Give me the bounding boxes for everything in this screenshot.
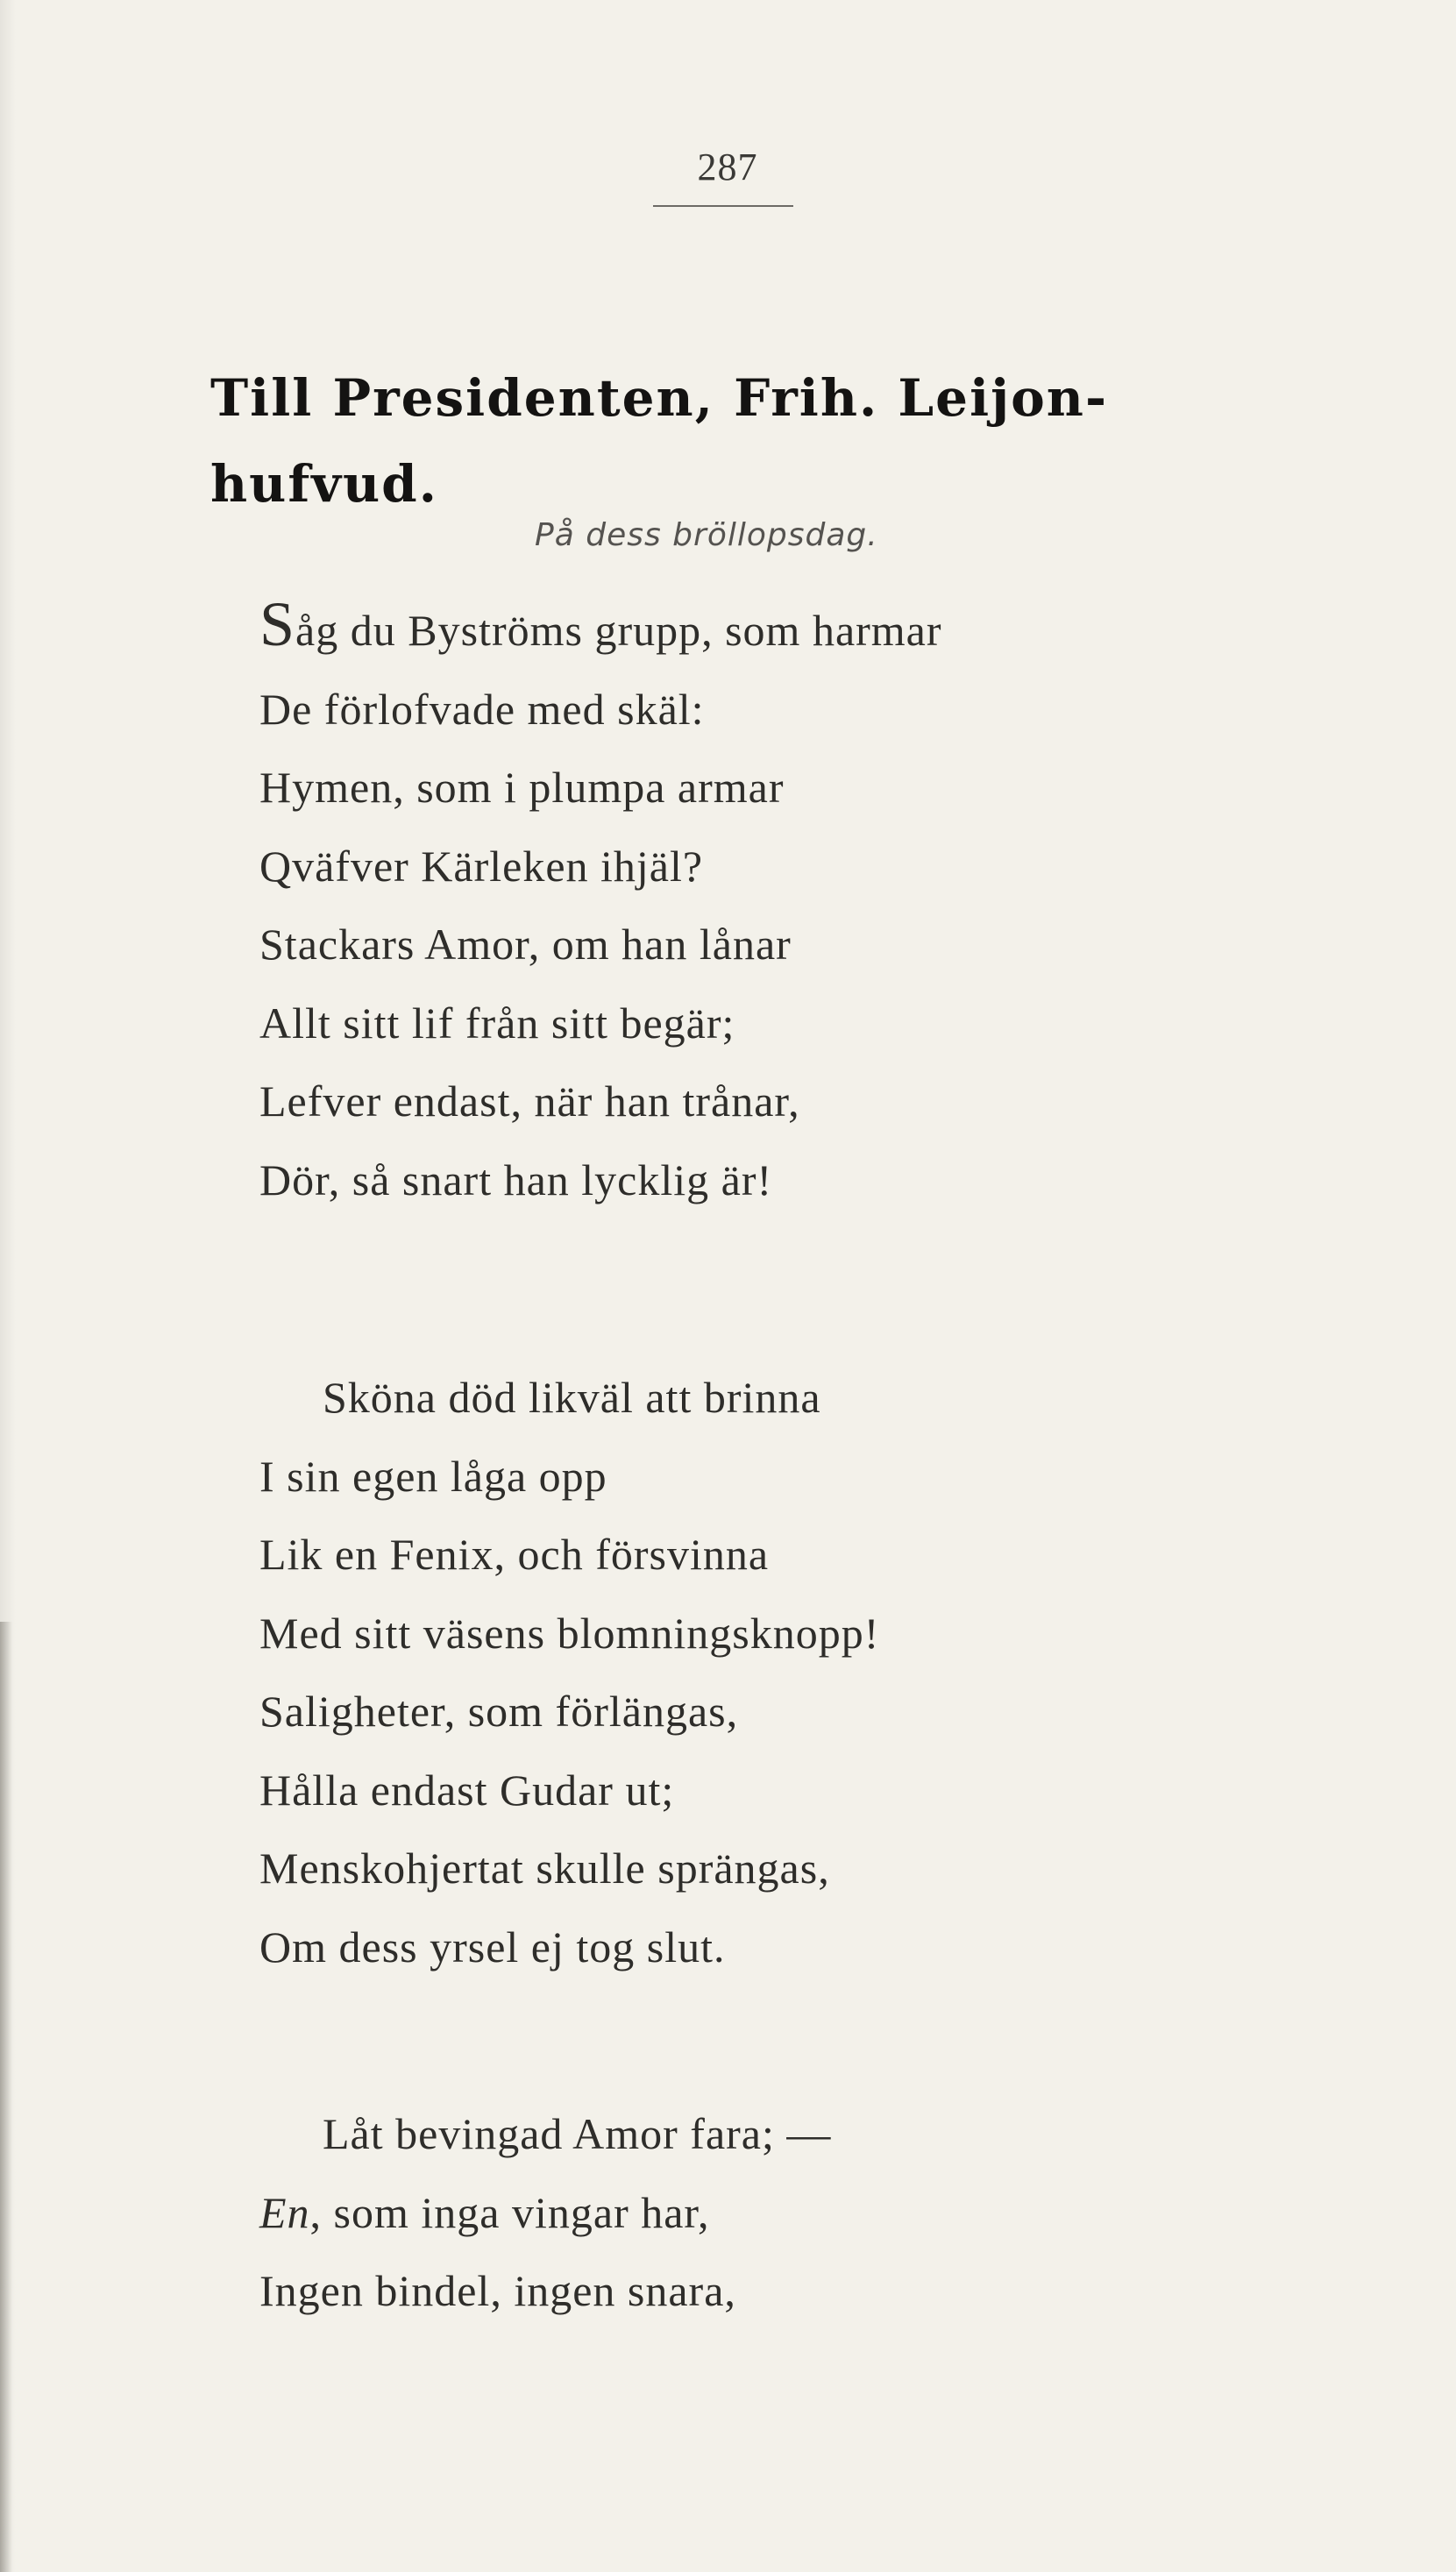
verse-line: I sin egen låga opp [259, 1451, 607, 1501]
poem-title-line-2: hufvud. [210, 454, 438, 514]
poem-title [210, 355, 1315, 527]
verse-line: Stackars Amor, om han lånar [259, 920, 792, 969]
verse-line: Hålla endast Gudar ut; [259, 1765, 675, 1815]
verse-line: Lik en Fenix, och försvinna [259, 1530, 770, 1579]
verse-line: De förlofvade med skäl: [259, 684, 705, 734]
verse-line: Dör, så snart han lycklig är! [259, 1155, 773, 1204]
poem-subtitle: På dess bröllopsdag. [535, 517, 878, 553]
verse-line: Hymen, som i plumpa armar [259, 763, 785, 812]
verse-line-text: , som inga vingar har, [309, 2187, 710, 2237]
verse-line: Qväfver Kärleken ihjäl? [259, 841, 704, 891]
stanza-3 [259, 2095, 831, 2331]
verse-line-text: åg du Byströms grupp, som harmar [295, 606, 942, 655]
page-number-rule [653, 205, 793, 207]
verse-line: Om dess yrsel ej tog slut. [259, 1922, 726, 1972]
page-number: 287 [697, 146, 758, 188]
verse-line: Sköna död likväl att brinna [323, 1373, 821, 1422]
stanza-1 [259, 589, 942, 1219]
page-spine-shadow [0, 1622, 12, 2572]
verse-line: Saligheter, som förlängas, [259, 1687, 739, 1736]
verse-line: Låt bevingad Amor fara; — [323, 2109, 832, 2158]
stanza-2 [259, 1359, 879, 1986]
poem-title-line-1: Till Presidenten, Frih. Leijon- [210, 368, 1109, 428]
verse-line: Lefver endast, när han trånar, [259, 1076, 800, 1126]
verse-line: Allt sitt lif från sitt begär; [259, 998, 735, 1048]
verse-italic-word: En [259, 2187, 310, 2237]
drop-cap-letter: S [259, 589, 296, 659]
verse-line [259, 2174, 831, 2253]
verse-line: Med sitt väsens blomningsknopp! [259, 1608, 880, 1658]
verse-line: Menskohjertat skulle sprängas, [259, 1844, 830, 1893]
verse-line: Ingen bindel, ingen snara, [259, 2266, 736, 2315]
verse-line [259, 589, 942, 671]
